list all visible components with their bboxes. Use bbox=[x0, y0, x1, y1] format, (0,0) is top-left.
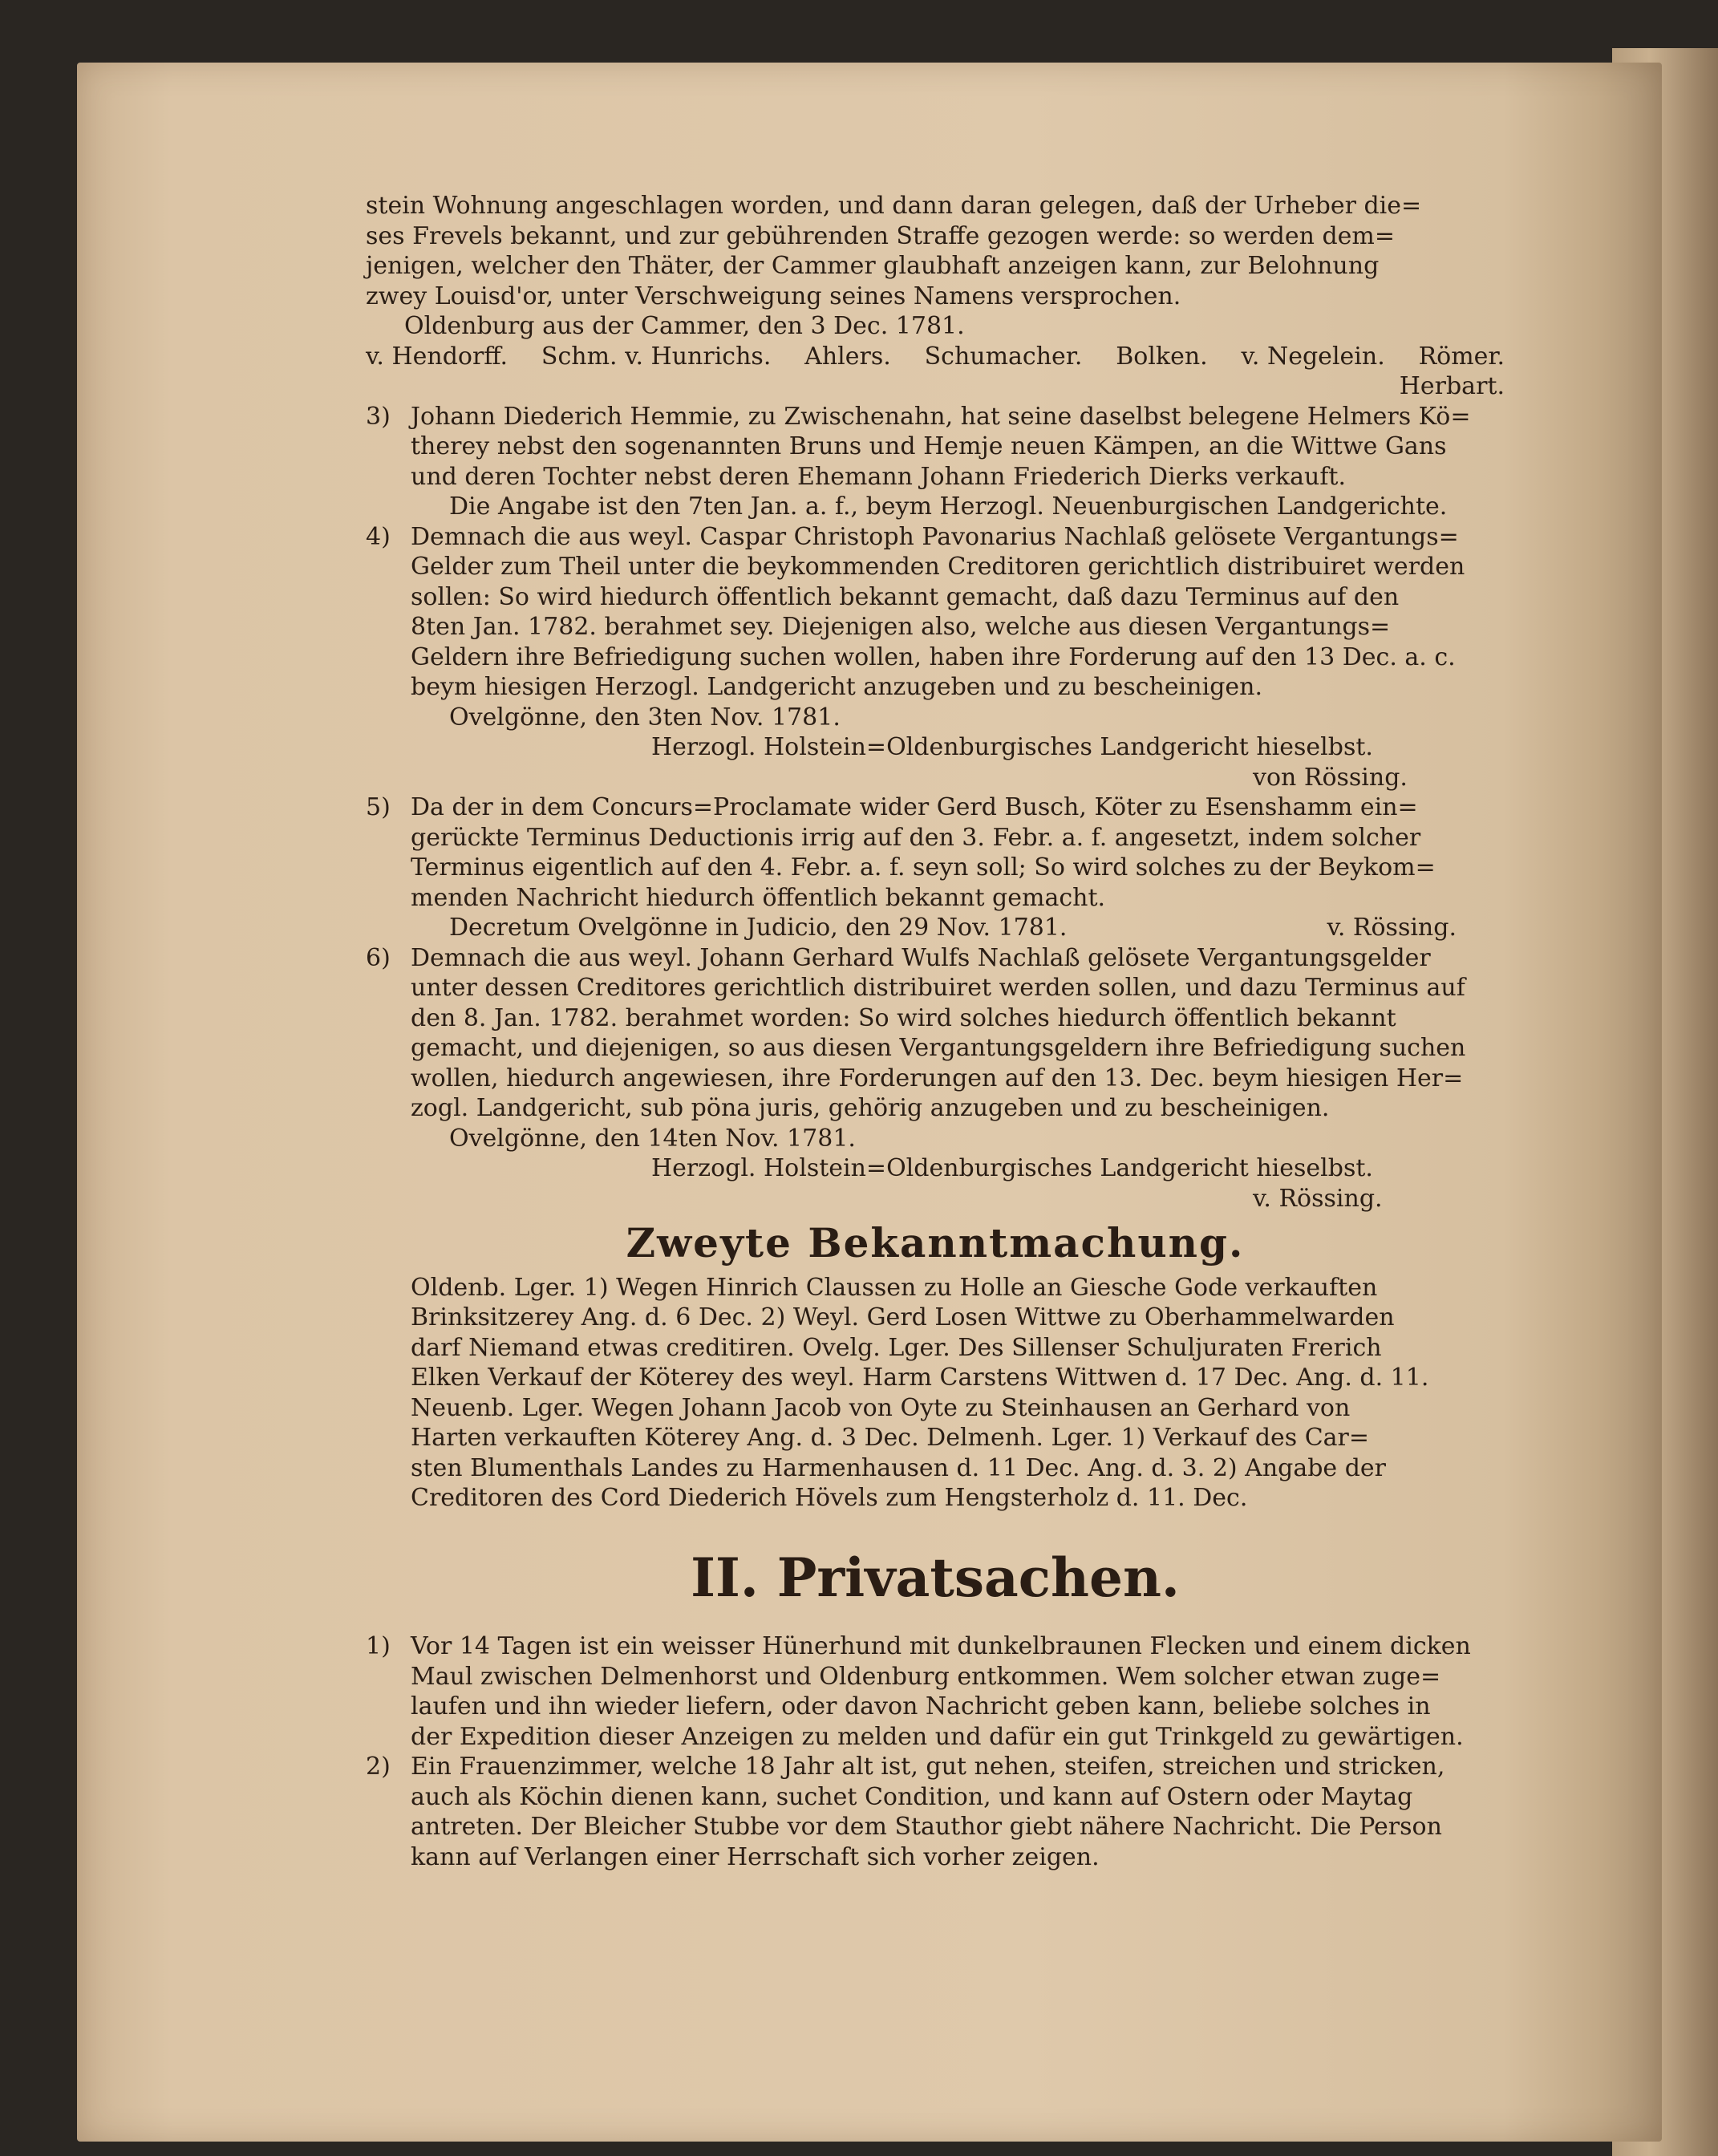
text-line: wollen, hiedurch angewiesen, ihre Forderungen auf den 13. Dec. beym hiesigen Her= bbox=[411, 1064, 1464, 1092]
text-line: jenigen, welcher den Thäter, der Cammer glaubhaft anzeigen kann, zur Belohnung bbox=[366, 252, 1380, 280]
notice-entry bbox=[366, 402, 1505, 522]
text-line: Da der in dem Concurs=Proclamate wider Gerd Busch, Köter zu Esenshamm ein= bbox=[411, 793, 1418, 821]
court-name: Herzogl. Holstein=Oldenburgisches Landgericht hieselbst. bbox=[651, 733, 1373, 761]
text-line: Harten verkauften Köterey Ang. d. 3 Dec. Delmenh. Lger. 1) Verkauf des Car= bbox=[411, 1424, 1370, 1452]
text-line: den 8. Jan. 1782. berahmet worden: So wird solches hiedurch öffentlich bekannt bbox=[411, 1003, 1396, 1032]
text-line: Vor 14 Tagen ist ein weisser Hünerhund mit dunkelbraunen Flecken und einem dicken bbox=[411, 1632, 1471, 1660]
signers-row bbox=[366, 342, 1505, 372]
text-line: darf Niemand etwas creditiren. Ovelg. Lger. Des Sillenser Schuljuraten Frerich bbox=[411, 1333, 1382, 1362]
decree: Decretum Ovelgönne in Judicio, den 29 Nov. 1781. bbox=[449, 914, 1068, 942]
entry-number: 1) bbox=[366, 1632, 391, 1660]
text-line: Ein Frauenzimmer, welche 18 Jahr alt ist, gut nehen, steifen, streichen und stricken, bbox=[411, 1753, 1445, 1781]
signer: Schm. v. Hunrichs. bbox=[541, 342, 772, 371]
text-line: unter dessen Creditores gerichtlich distribuiret werden sollen, und dazu Terminus auf bbox=[411, 974, 1465, 1002]
entry-number: 3) bbox=[366, 402, 391, 431]
signer: v. Negelein. bbox=[1241, 342, 1385, 371]
notice-entry bbox=[366, 1752, 1505, 1872]
text-line: Neuenb. Lger. Wegen Johann Jacob von Oyte zu Steinhausen an Gerhard von bbox=[411, 1393, 1351, 1422]
text-line: der Expedition dieser Anzeigen zu melden und dafür ein gut Trinkgeld zu gewärtigen. bbox=[411, 1722, 1464, 1751]
text-line: Terminus eigentlich auf den 4. Febr. a. f. seyn soll; So wird solches zu der Beykom= bbox=[411, 853, 1436, 881]
text-line: ses Frevels bekannt, und zur gebührenden Straffe gezogen werde: so werden dem= bbox=[366, 221, 1396, 250]
signer: Bolken. bbox=[1116, 342, 1208, 371]
second-notice-paragraph bbox=[366, 1273, 1505, 1514]
entry-number: 5) bbox=[366, 793, 391, 821]
signer: Schumacher. bbox=[924, 342, 1083, 371]
text-line: Johann Diederich Hemmie, zu Zwischenahn, hat seine daselbst belegene Helmers Kö= bbox=[411, 402, 1471, 431]
text-line: zogl. Landgericht, sub pöna juris, gehörig anzugeben und zu bescheinigen. bbox=[411, 1094, 1330, 1122]
signer: v. Hendorff. bbox=[366, 342, 509, 371]
text-line: menden Nachricht hiedurch öffentlich bekannt gemacht. bbox=[411, 883, 1106, 912]
court-name: Herzogl. Holstein=Oldenburgisches Landgericht hieselbst. bbox=[651, 1154, 1373, 1182]
page-text bbox=[366, 191, 1505, 1872]
place-date: Ovelgönne, den 14ten Nov. 1781. bbox=[449, 1124, 856, 1153]
text-line: sten Blumenthals Landes zu Harmenhausen d. 11 Dec. Ang. d. 3. 2) Angabe der bbox=[411, 1453, 1387, 1482]
text-line: auch als Köchin dienen kann, suchet Condition, und kann auf Ostern oder Maytag bbox=[411, 1782, 1413, 1811]
notice-entry bbox=[366, 792, 1505, 943]
text-line: gemacht, und diejenigen, so aus diesen Vergantungsgeldern ihre Befriedigung suchen bbox=[411, 1034, 1466, 1062]
entry-number: 2) bbox=[366, 1753, 391, 1781]
section-heading: Zweyte Bekanntmachung. bbox=[626, 1219, 1245, 1266]
text-line: Demnach die aus weyl. Caspar Christoph Pavonarius Nachlaß gelösete Vergantungs= bbox=[411, 522, 1459, 551]
text-line: stein Wohnung angeschlagen worden, und dann daran gelegen, daß der Urheber die= bbox=[366, 192, 1422, 220]
decree-row bbox=[411, 913, 1505, 943]
notice-entry bbox=[366, 1631, 1505, 1752]
notice-entry bbox=[366, 522, 1505, 793]
signer: Römer. bbox=[1418, 342, 1505, 371]
text-line: Oldenb. Lger. 1) Wegen Hinrich Claussen zu Holle an Giesche Gode verkauften bbox=[411, 1273, 1378, 1302]
place-date: Ovelgönne, den 3ten Nov. 1781. bbox=[449, 703, 841, 732]
signer-last: Herbart. bbox=[1399, 372, 1505, 400]
entry-number: 4) bbox=[366, 522, 391, 551]
signer: v. Rössing. bbox=[1327, 914, 1457, 942]
section-heading: II. Privatsachen. bbox=[691, 1546, 1180, 1609]
text-line: therey nebst den sogenannten Bruns und Hemje neuen Kämpen, an die Wittwe Gans bbox=[411, 432, 1447, 460]
text-line: laufen und ihn wieder liefern, oder davon Nachricht geben kann, beliebe solches in bbox=[411, 1692, 1431, 1720]
text-line: Die Angabe ist den 7ten Jan. a. f., beym Herzogl. Neuenburgischen Landgerichte. bbox=[449, 492, 1448, 521]
place-date: Oldenburg aus der Cammer, den 3 Dec. 1781. bbox=[404, 312, 965, 340]
text-line: und deren Tochter nebst deren Ehemann Johann Friederich Dierks verkauft. bbox=[411, 462, 1347, 491]
text-line: Geldern ihre Befriedigung suchen wollen, haben ihre Forderung auf den 13 Dec. a. c. bbox=[411, 642, 1456, 671]
text-line: Creditoren des Cord Diederich Hövels zum Hengsterholz d. 11. Dec. bbox=[411, 1484, 1248, 1512]
text-line: sollen: So wird hiedurch öffentlich bekannt gemacht, daß dazu Terminus auf den bbox=[411, 582, 1400, 611]
text-line: zwey Louisd'or, unter Verschweigung seines Namens versprochen. bbox=[366, 282, 1181, 310]
text-line: Brinksitzerey Ang. d. 6 Dec. 2) Weyl. Gerd Losen Wittwe zu Oberhammelwarden bbox=[411, 1303, 1395, 1331]
text-line: kann auf Verlangen einer Herrschaft sich vorher zeigen. bbox=[411, 1842, 1100, 1871]
text-line: Gelder zum Theil unter die beykommenden Creditoren gerichtlich distribuiret werden bbox=[411, 553, 1465, 581]
text-line: Maul zwischen Delmenhorst und Oldenburg entkommen. Wem solcher etwan zuge= bbox=[411, 1662, 1441, 1691]
text-line: Elken Verkauf der Köterey des weyl. Harm Carstens Wittwen d. 17 Dec. Ang. d. 11. bbox=[411, 1364, 1429, 1392]
notice-entry bbox=[366, 943, 1505, 1214]
text-line: gerückte Terminus Deductionis irrig auf den 3. Febr. a. f. angesetzt, indem solcher bbox=[411, 823, 1421, 852]
signer: von Rössing. bbox=[1253, 763, 1408, 792]
text-line: beym hiesigen Herzogl. Landgericht anzugeben und zu bescheinigen. bbox=[411, 673, 1263, 701]
text-line: Demnach die aus weyl. Johann Gerhard Wulfs Nachlaß gelösete Vergantungsgelder bbox=[411, 943, 1431, 972]
text-line: 8ten Jan. 1782. berahmet sey. Diejenigen also, welche aus diesen Vergantungs= bbox=[411, 613, 1391, 641]
signer: v. Rössing. bbox=[1253, 1184, 1383, 1213]
intro-paragraph bbox=[366, 191, 1505, 402]
signer: Ahlers. bbox=[804, 342, 891, 371]
entry-number: 6) bbox=[366, 943, 391, 972]
text-line: antreten. Der Bleicher Stubbe vor dem Stauthor giebt nähere Nachricht. Die Person bbox=[411, 1813, 1442, 1841]
